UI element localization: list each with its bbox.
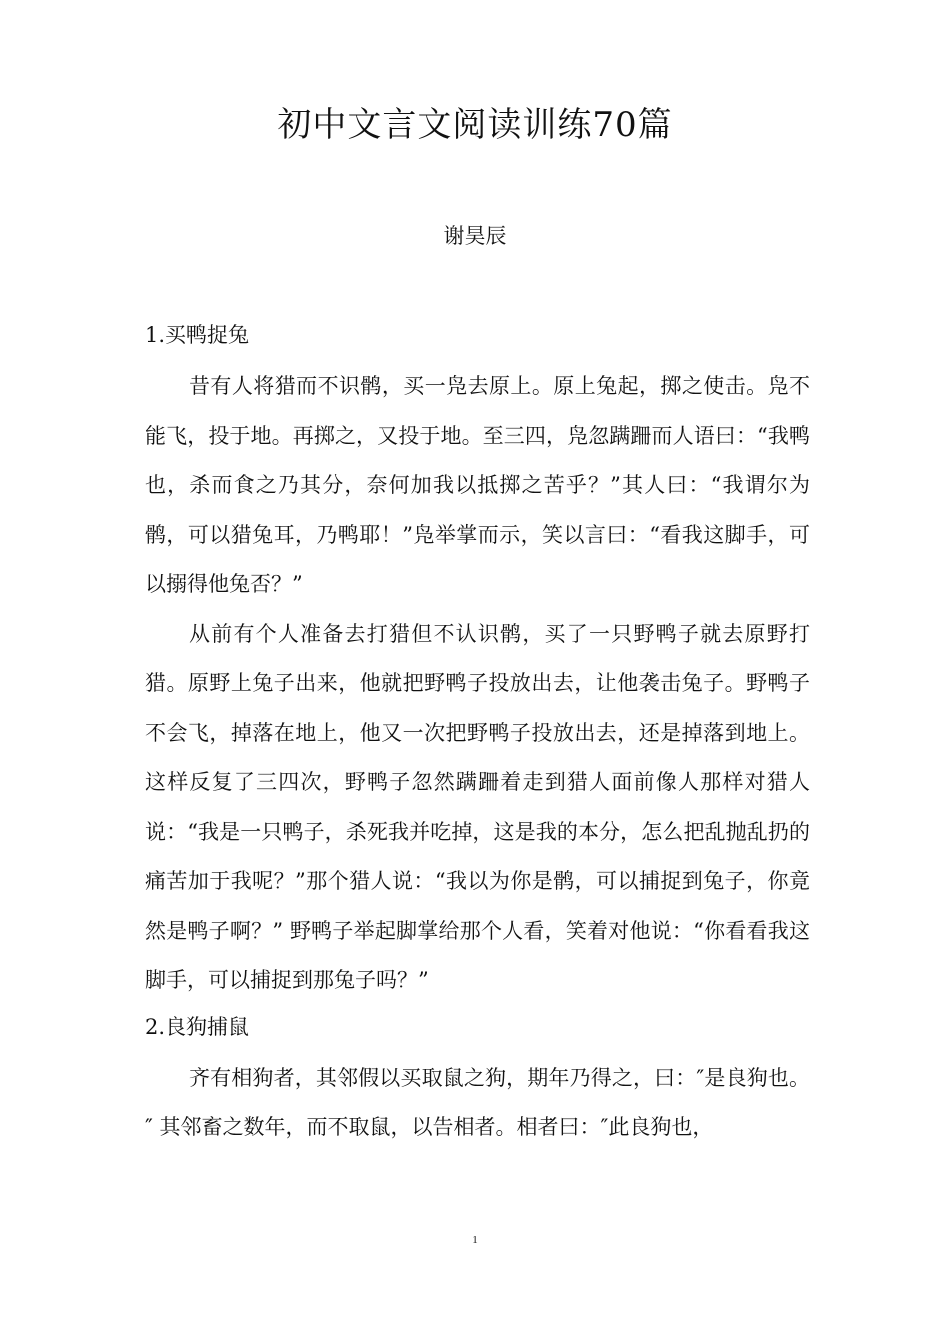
document-author: 谢昊辰: [443, 224, 507, 248]
section-heading-1: 1.买鸭捉兔: [145, 323, 250, 347]
document-title: 初中文言文阅读训练70篇: [277, 105, 673, 145]
section-2-original-text: 齐有相狗者，其邻假以买取鼠之狗，期年乃得之，曰：″是良狗也。″ 其邻畜之数年，而不取鼠，以告相者。相者曰：″此良狗也，: [145, 1065, 810, 1139]
section-1-original-text: 昔有人将猎而不识鹘，买一凫去原上。原上兔起，掷之使击。凫不能飞，投于地。再掷之，又投于地。至三四，凫忽蹒跚而人语曰：“我鸭也，杀而食之乃其分，奈何加我以抵掷之苦乎？”其人曰：“我谓尔为鹘，可以猎兔耳，乃鸭耶！”凫举掌而示，笑以言曰：“看我这脚手，可以搦得他兔否？”: [145, 374, 810, 596]
page-number: 1: [472, 1234, 478, 1246]
section-1-translation: 从前有个人准备去打猎但不认识鹘，买了一只野鸭子就去原野打猎。原野上兔子出来，他就把野鸭子投放出去，让他袭击兔子。野鸭子不会飞，掉落在地上，他又一次把野鸭子投放出去，还是掉落到地上。这样反复了三四次，野鸭子忽然蹒跚着走到猎人面前像人那样对猎人说：“我是一只鸭子，杀死我并吃掉，这是我的本分，怎么把乱抛乱扔的痛苦加于我呢？”那个猎人说：“我以为你是鹘，可以捕捉到兔子，你竟然是鸭子啊？” 野鸭子举起脚掌给那个人看，笑着对他说：“你看看我这脚手，可以捕捉到那兔子吗？”: [145, 621, 810, 992]
document-body: [145, 318, 810, 1153]
section-heading-2: 2.良狗捕鼠: [145, 1014, 250, 1039]
